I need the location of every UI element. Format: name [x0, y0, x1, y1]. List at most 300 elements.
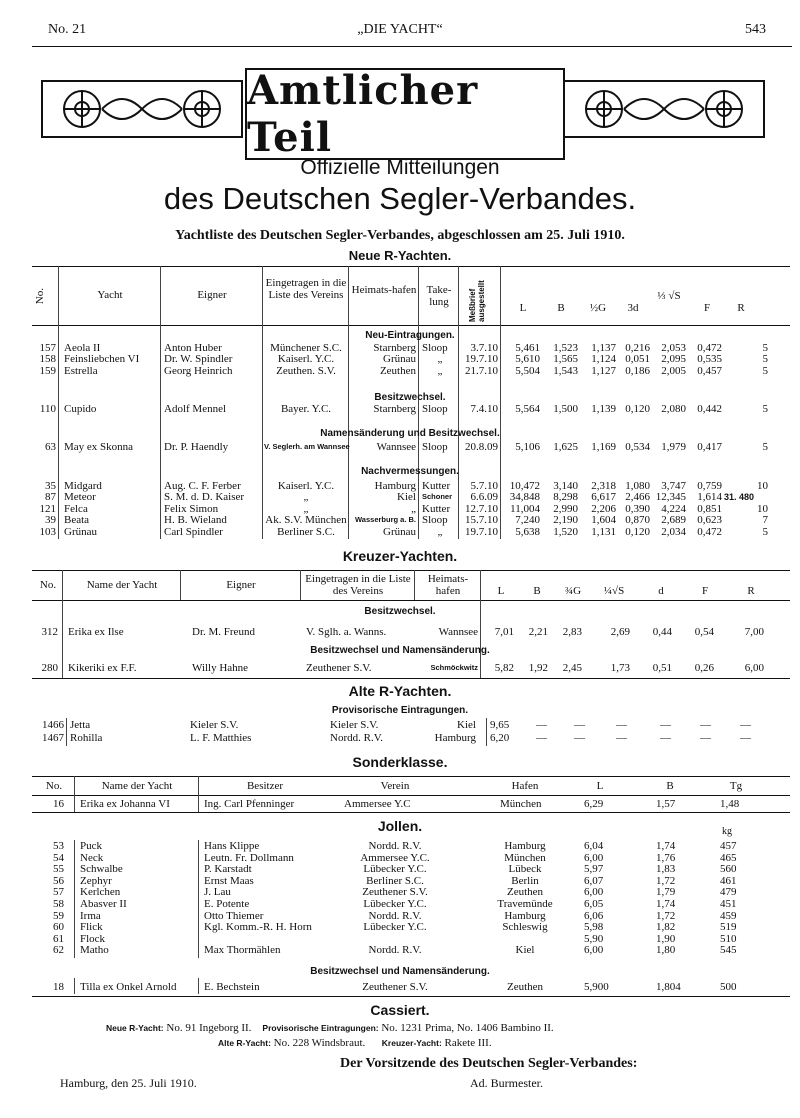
cell-eigner: Aug. C. F. Ferber [164, 480, 241, 492]
cell-R: 5 [762, 342, 768, 354]
neue-row [0, 342, 800, 354]
cell-verein: Zeuthener S.V. [362, 981, 428, 993]
jollen-extra-row [0, 981, 800, 993]
cell-takelung: Schoner [422, 492, 453, 502]
neue-row [0, 503, 800, 515]
table-rule [32, 600, 790, 601]
k-group-namensaenderung: Besitzwechsel und Namensänderung. [310, 645, 490, 656]
cell-verein: Lübecker Y.C. [363, 921, 427, 934]
cell-messbrief: 19.7.10 [465, 353, 498, 366]
cell-halfG: 2,206 [591, 502, 616, 515]
s-col-B: B [666, 780, 674, 792]
cell-Tg: 479 [720, 886, 737, 899]
column-divider [300, 570, 301, 600]
cell-L: 5,900 [584, 981, 609, 993]
cell-verein: „ [303, 491, 309, 504]
table-rule [32, 570, 790, 571]
k-col-L: L [497, 585, 505, 597]
cell-R: 5 [762, 364, 768, 377]
cell-3d: 0,120 [625, 525, 650, 538]
cell-besitzer: Otto Thiemer [204, 909, 264, 922]
cell-dash: — [700, 719, 711, 731]
cell-no: 57 [53, 886, 64, 899]
cell-name: Erika ex Ilse [68, 626, 124, 638]
cell-L: 6,04 [584, 840, 604, 852]
cell-eigner: L. F. Matthies [190, 732, 252, 744]
cell-vs: 12,345 [655, 491, 686, 504]
cell-no: 63 [45, 441, 56, 453]
neue-row [0, 514, 800, 526]
cell-eigner: S. M. d. D. Kaiser [164, 491, 245, 504]
cell-hafen: Lübeck [508, 863, 542, 876]
table-rule [32, 678, 790, 679]
cell-R: 10 [757, 502, 768, 515]
col-R: R [737, 302, 745, 314]
cell-vs: 2,053 [661, 342, 686, 354]
k-col-F: F [701, 585, 709, 597]
cell-verein: Ammersee Y.C. [360, 851, 430, 864]
cell-no: 59 [53, 909, 64, 922]
sonder-row [0, 798, 800, 810]
k-col-d: d [658, 585, 664, 597]
cell-F: 0,759 [697, 480, 722, 492]
cell-no: 61 [53, 932, 64, 945]
cell-verein: Ammersee Y.C [344, 798, 411, 810]
cell-dash: — [574, 732, 585, 744]
k-col-name: Name der Yacht [86, 579, 158, 591]
cell-eigner: Dr. W. Spindler [164, 353, 233, 366]
cell-B: 1,543 [553, 364, 578, 377]
cell-L: 5,461 [515, 342, 540, 354]
cell-halfG: 1,124 [591, 353, 616, 366]
cell-B: 1,57 [656, 798, 676, 810]
cell-F: 0,417 [697, 441, 722, 453]
cell-verein: Nordd. R.V. [368, 840, 422, 852]
cell-B: 1,520 [553, 525, 578, 538]
cell-B: 2,190 [553, 514, 578, 527]
cell-eigner: Felix Simon [164, 502, 219, 515]
jollen-group: Besitzwechsel und Namensänderung. [310, 966, 490, 977]
cell-eigner: H. B. Wieland [164, 514, 227, 527]
cell-Tg: 465 [720, 851, 737, 864]
cell-B: 1,500 [553, 403, 578, 415]
cell-L: 7,01 [494, 626, 514, 638]
table-rule [32, 266, 790, 267]
cell-L: 9,65 [490, 719, 510, 731]
cell-verein: Nordd. R.V. [330, 732, 383, 744]
cell-messbrief: 21.7.10 [465, 364, 498, 377]
cell-besitzer: E. Potente [204, 898, 250, 910]
cell-hafen: „ [411, 502, 416, 515]
alte-r-title: Alte R-Yachten. [348, 683, 452, 699]
k-col-no: No. [39, 579, 57, 591]
cell-name: Abasver II [80, 898, 127, 910]
cell-eigner: Anton Huber [164, 342, 222, 354]
cell-vs: 1,73 [610, 662, 630, 674]
neue-group-heading: Namensänderung und Besitzwechsel. [320, 428, 500, 439]
table-rule [32, 812, 790, 813]
cell-eigner: Adolf Mennel [164, 403, 227, 415]
cell-yacht: May ex Skonna [64, 441, 134, 453]
cell-dash: — [616, 719, 627, 731]
cell-no: 53 [53, 840, 64, 852]
cell-dash: — [574, 719, 585, 731]
alte-row [0, 732, 800, 744]
cell-no: 159 [39, 364, 56, 377]
jollen-row [0, 852, 800, 864]
cell-dash: — [740, 732, 751, 744]
kreuzer-row [0, 626, 800, 638]
cell-Tg: 519 [720, 921, 737, 934]
cell-L: 5,610 [515, 353, 540, 366]
cell-L: 5,504 [515, 364, 540, 377]
cell-halfG: 6,617 [591, 491, 616, 504]
cell-R: 5 [762, 403, 768, 415]
cell-vs: 1,979 [661, 441, 686, 453]
cassiert-line2 [218, 1037, 492, 1049]
cell-L: 5,97 [584, 863, 604, 876]
cell-no: 103 [39, 525, 56, 538]
col-3d: 3d [627, 302, 639, 314]
s-col-no: No. [45, 780, 63, 792]
cell-F: 0,54 [694, 626, 714, 638]
column-divider [74, 978, 75, 994]
cell-no: 18 [53, 981, 64, 993]
cell-Tg: 545 [720, 944, 737, 957]
cell-no: 157 [39, 342, 56, 354]
banner [33, 68, 773, 160]
col-messbrief: Meßbrief ausgestellt [468, 280, 486, 322]
cell-name: Puck [80, 840, 102, 852]
cell-yacht: Estrella [64, 364, 98, 377]
cell-takelung: Sloop [422, 441, 448, 453]
cell-B: 8,298 [553, 491, 578, 504]
cell-dash: — [660, 719, 671, 731]
jollen-unit: kg [722, 826, 732, 837]
s-col-verein: Verein [380, 780, 410, 792]
cell-no: 35 [45, 480, 56, 492]
neue-row [0, 353, 800, 365]
ornament-left [41, 80, 243, 138]
cell-name: Rohilla [70, 732, 103, 744]
cell-takelung: Sloop [422, 342, 448, 354]
cell-verein: Berliner S.C. [366, 874, 424, 887]
signature-place-date: Hamburg, den 25. Juli 1910. [60, 1076, 197, 1090]
cell-takelung: „ [437, 525, 443, 538]
cell-name: Erika ex Johanna VI [80, 798, 170, 810]
k-col-eingetragen: Eingetragen in die Liste des Vereins [305, 573, 411, 597]
cell-no: 280 [41, 662, 58, 674]
cell-verein: Zeuthener S.V. [362, 886, 428, 899]
jollen-row [0, 921, 800, 933]
cell-no: 62 [53, 944, 64, 957]
cell-takelung: Sloop [422, 514, 448, 527]
cell-F: 0,535 [697, 353, 722, 366]
cell-name: Jetta [70, 719, 91, 731]
cell-hafen: Hamburg [504, 909, 546, 922]
cell-besitzer: Kgl. Komm.-R. H. Horn [204, 921, 312, 934]
cell-dash: — [660, 732, 671, 744]
cell-eigner: Dr. P. Haendly [164, 441, 229, 453]
banner-title: Amtlicher Teil [245, 68, 565, 160]
cell-no: 312 [41, 626, 58, 638]
cell-name: Schwalbe [80, 863, 123, 876]
signature-name: Ad. Burmester. [470, 1076, 543, 1090]
cell-vs: 2,095 [661, 353, 686, 366]
cell-B: 1,74 [656, 840, 676, 852]
signature-role: Der Vorsitzende des Deutschen Segler-Verbandes: [340, 1056, 638, 1071]
cell-B: 1,72 [656, 874, 676, 887]
k-col-heimat: Heimats-hafen [427, 573, 469, 597]
cell-3d: 0,216 [625, 342, 650, 354]
cell-verein: Ak. S.V. München [265, 514, 347, 527]
jollen-row [0, 933, 800, 945]
cell-3d: 0,534 [625, 441, 650, 453]
sonder-title: Sonderklasse. [352, 754, 448, 770]
cell-F: 0,472 [697, 342, 722, 354]
cassiert-label: Kreuzer-Yacht: [381, 1038, 442, 1048]
cell-R: 31. 480 [724, 492, 755, 503]
cell-F: 0,26 [694, 662, 714, 674]
cell-L: 5,82 [494, 662, 514, 674]
neue-row [0, 526, 800, 538]
table-rule [32, 776, 790, 777]
k-col-B: B [533, 585, 541, 597]
cell-B: 1,72 [656, 909, 676, 922]
cell-d: 0,51 [652, 662, 672, 674]
cell-B: 1,804 [656, 981, 681, 993]
cell-name: Flick [80, 921, 103, 934]
jollen-row [0, 898, 800, 910]
cell-verein: V. Sglh. a. Wanns. [306, 626, 387, 638]
cell-verein: Lübecker Y.C. [363, 863, 427, 876]
cell-messbrief: 5.7.10 [470, 480, 498, 492]
cell-Tg: 459 [720, 909, 737, 922]
cell-verein: Kaiserl. Y.C. [277, 480, 335, 492]
col-eigner: Eigner [197, 289, 227, 301]
jollen-row [0, 875, 800, 887]
cell-3d: 0,051 [625, 353, 650, 366]
cell-hafen: Starnberg [373, 403, 416, 415]
cell-verein: Münchener S.C. [270, 342, 342, 354]
col-F: F [703, 302, 711, 314]
jollen-title: Jollen. [377, 818, 423, 834]
cell-dash: — [700, 732, 711, 744]
cell-hafen: Hamburg [374, 480, 416, 492]
s-col-hafen: Hafen [511, 780, 539, 792]
cell-B: 1,523 [553, 342, 578, 354]
cell-eigner: Georg Heinrich [164, 364, 233, 377]
jollen-row [0, 863, 800, 875]
cell-F: 0,623 [697, 514, 722, 527]
neue-row [0, 480, 800, 492]
issue-number: No. 21 [48, 22, 87, 37]
cell-hafen: Kiel [397, 491, 416, 504]
cell-hafen: Grünau [383, 353, 416, 366]
cell-messbrief: 19.7.10 [465, 525, 498, 538]
cell-yacht: Aeola II [64, 342, 101, 354]
intro-line2: des Deutschen Segler-Verbandes. [163, 181, 637, 216]
cell-B: 1,76 [656, 851, 676, 864]
cell-B: 1,83 [656, 863, 676, 876]
cell-Tg: 1,48 [720, 798, 740, 810]
cell-vs: 3,747 [661, 480, 686, 492]
cell-takelung: „ [437, 353, 443, 366]
cell-messbrief: 15.7.10 [465, 514, 498, 527]
cell-name: Flock [80, 932, 106, 945]
col-L: L [519, 302, 527, 314]
cell-B: 1,565 [553, 353, 578, 366]
cell-B: 1,625 [553, 441, 578, 453]
cell-takelung: Sloop [422, 403, 448, 415]
cell-halfG: 1,137 [591, 342, 616, 354]
cell-hafen: Schleswig [502, 921, 548, 934]
cell-L: 6,00 [584, 851, 604, 864]
cell-name: Matho [80, 944, 109, 957]
cell-3d: 0,120 [625, 403, 650, 415]
cell-no: 1466 [42, 719, 64, 731]
cell-messbrief: 20.8.09 [465, 441, 498, 453]
table-rule [32, 795, 790, 796]
cell-besitzer: Ernst Maas [204, 874, 254, 887]
cell-B: 1,79 [656, 886, 676, 899]
cassiert-label: Provisorische Eintragungen: [262, 1023, 379, 1033]
cell-yacht: Beata [64, 514, 90, 527]
cell-B: 3,140 [553, 480, 578, 492]
cell-messbrief: 6.6.09 [470, 491, 498, 504]
cell-L: 5,564 [515, 403, 540, 415]
s-col-Tg: Tg [729, 780, 743, 792]
cell-no: 87 [45, 491, 56, 504]
cell-Tg: 510 [720, 932, 737, 945]
cell-verein: Bayer. Y.C. [280, 403, 332, 415]
jollen-row [0, 840, 800, 852]
cell-L: 7,240 [515, 514, 540, 527]
cell-F: 0,851 [697, 502, 722, 515]
cell-halfG: 1,131 [591, 525, 616, 538]
cell-eigner: Kieler S.V. [190, 719, 239, 731]
cell-halfG: 1,139 [591, 403, 616, 415]
cell-R: 7,00 [744, 626, 764, 638]
cell-vs: 4,224 [661, 502, 686, 515]
cell-Tg: 451 [720, 898, 737, 910]
cell-verein: Zeuthen. S.V. [276, 364, 336, 377]
cell-R: 6,00 [744, 662, 764, 674]
cell-hafen: Hamburg [504, 840, 546, 852]
cell-G: 2,45 [562, 662, 582, 674]
cell-name: Neck [80, 851, 104, 864]
cell-dash: — [616, 732, 627, 744]
cell-name: Kikeriki ex F.F. [68, 662, 137, 674]
cell-eigner: Carl Spindler [164, 525, 223, 538]
cell-Tg: 457 [720, 840, 737, 852]
cell-besitzer: J. Lau [204, 886, 231, 899]
cell-vs: 2,005 [661, 364, 686, 377]
cell-hafen: Schmöckwitz [430, 663, 478, 672]
cell-yacht: Meteor [64, 491, 96, 504]
neue-row [0, 365, 800, 377]
cell-hafen: Kiel [457, 719, 476, 731]
cell-verein: Lübecker Y.C. [363, 898, 427, 910]
cell-messbrief: 7.4.10 [470, 403, 498, 415]
cell-halfG: 1,127 [591, 364, 616, 377]
cassiert-text: No. 1231 Prima, No. 1406 Bambino II. [381, 1022, 554, 1034]
cell-halfG: 2,318 [591, 480, 616, 492]
col-heimatshafen: Heimats-hafen [351, 284, 417, 296]
cell-no: 158 [39, 353, 56, 366]
cell-R: 10 [757, 480, 768, 492]
jollen-row [0, 886, 800, 898]
cell-hafen: Wannsee [376, 441, 416, 453]
neue-row [0, 491, 800, 503]
col-yacht: Yacht [97, 289, 123, 301]
cell-dash: — [536, 719, 547, 731]
cell-Tg: 560 [720, 863, 737, 876]
cassiert-line1 [106, 1022, 554, 1034]
cell-hafen: Zeuthen [506, 886, 544, 899]
cell-besitzer: Leutn. Fr. Dollmann [204, 851, 294, 864]
cell-3d: 1,080 [625, 480, 650, 492]
column-divider [180, 570, 181, 600]
cell-no: 55 [53, 863, 64, 876]
cell-Tg: 500 [720, 981, 737, 993]
cell-verein: V. Seglerh. am Wannsee [264, 442, 350, 451]
cell-halfG: 1,169 [591, 441, 616, 453]
cell-messbrief: 3.7.10 [470, 342, 498, 354]
cell-eigner: Dr. M. Freund [192, 626, 255, 638]
cell-B: 2,21 [528, 626, 548, 638]
cell-hafen: Starnberg [373, 342, 416, 354]
cassiert-text: Rakete III. [444, 1037, 492, 1049]
s-col-besitzer: Besitzer [246, 780, 284, 792]
cell-vs: 2,034 [661, 525, 686, 538]
s-col-L: L [596, 780, 604, 792]
col-halfG: ½G [589, 302, 607, 314]
cell-L: 6,00 [584, 886, 604, 899]
cell-yacht: Midgard [64, 480, 102, 492]
cell-F: 0,442 [697, 403, 722, 415]
intro-line1: Offizielle Mitteilungen [300, 156, 500, 179]
k-col-eigner: Eigner [226, 579, 256, 591]
cell-L: 6,05 [584, 898, 604, 910]
cell-F: 0,472 [697, 525, 722, 538]
cell-R: 5 [762, 525, 768, 538]
cell-takelung: „ [437, 364, 443, 377]
cell-no: 39 [45, 514, 56, 527]
cell-L: 11,004 [510, 502, 540, 515]
jollen-row [0, 944, 800, 956]
cell-R: 7 [762, 514, 768, 527]
k-col-G: ¾G [564, 585, 582, 597]
cell-name: Kerlchen [80, 886, 121, 899]
table-rule [32, 996, 790, 997]
ornament-right [563, 80, 765, 138]
cell-hafen: Berlin [511, 874, 539, 887]
cell-hafen: Wannsee [438, 626, 478, 638]
col-no: No. [34, 288, 46, 305]
cell-besitzer: Max Thormählen [204, 944, 281, 957]
cell-B: 1,90 [656, 932, 676, 945]
neue-group-heading: Besitzwechsel. [374, 392, 446, 403]
cell-Tg: 461 [720, 874, 737, 887]
cell-B: 1,82 [656, 921, 676, 934]
cell-vs: 2,080 [661, 403, 686, 415]
alte-row [0, 719, 800, 731]
cell-name: Tilla ex Onkel Arnold [80, 981, 177, 993]
cell-besitzer: E. Bechstein [204, 981, 260, 993]
cell-no: 121 [39, 502, 56, 515]
column-divider [198, 978, 199, 994]
